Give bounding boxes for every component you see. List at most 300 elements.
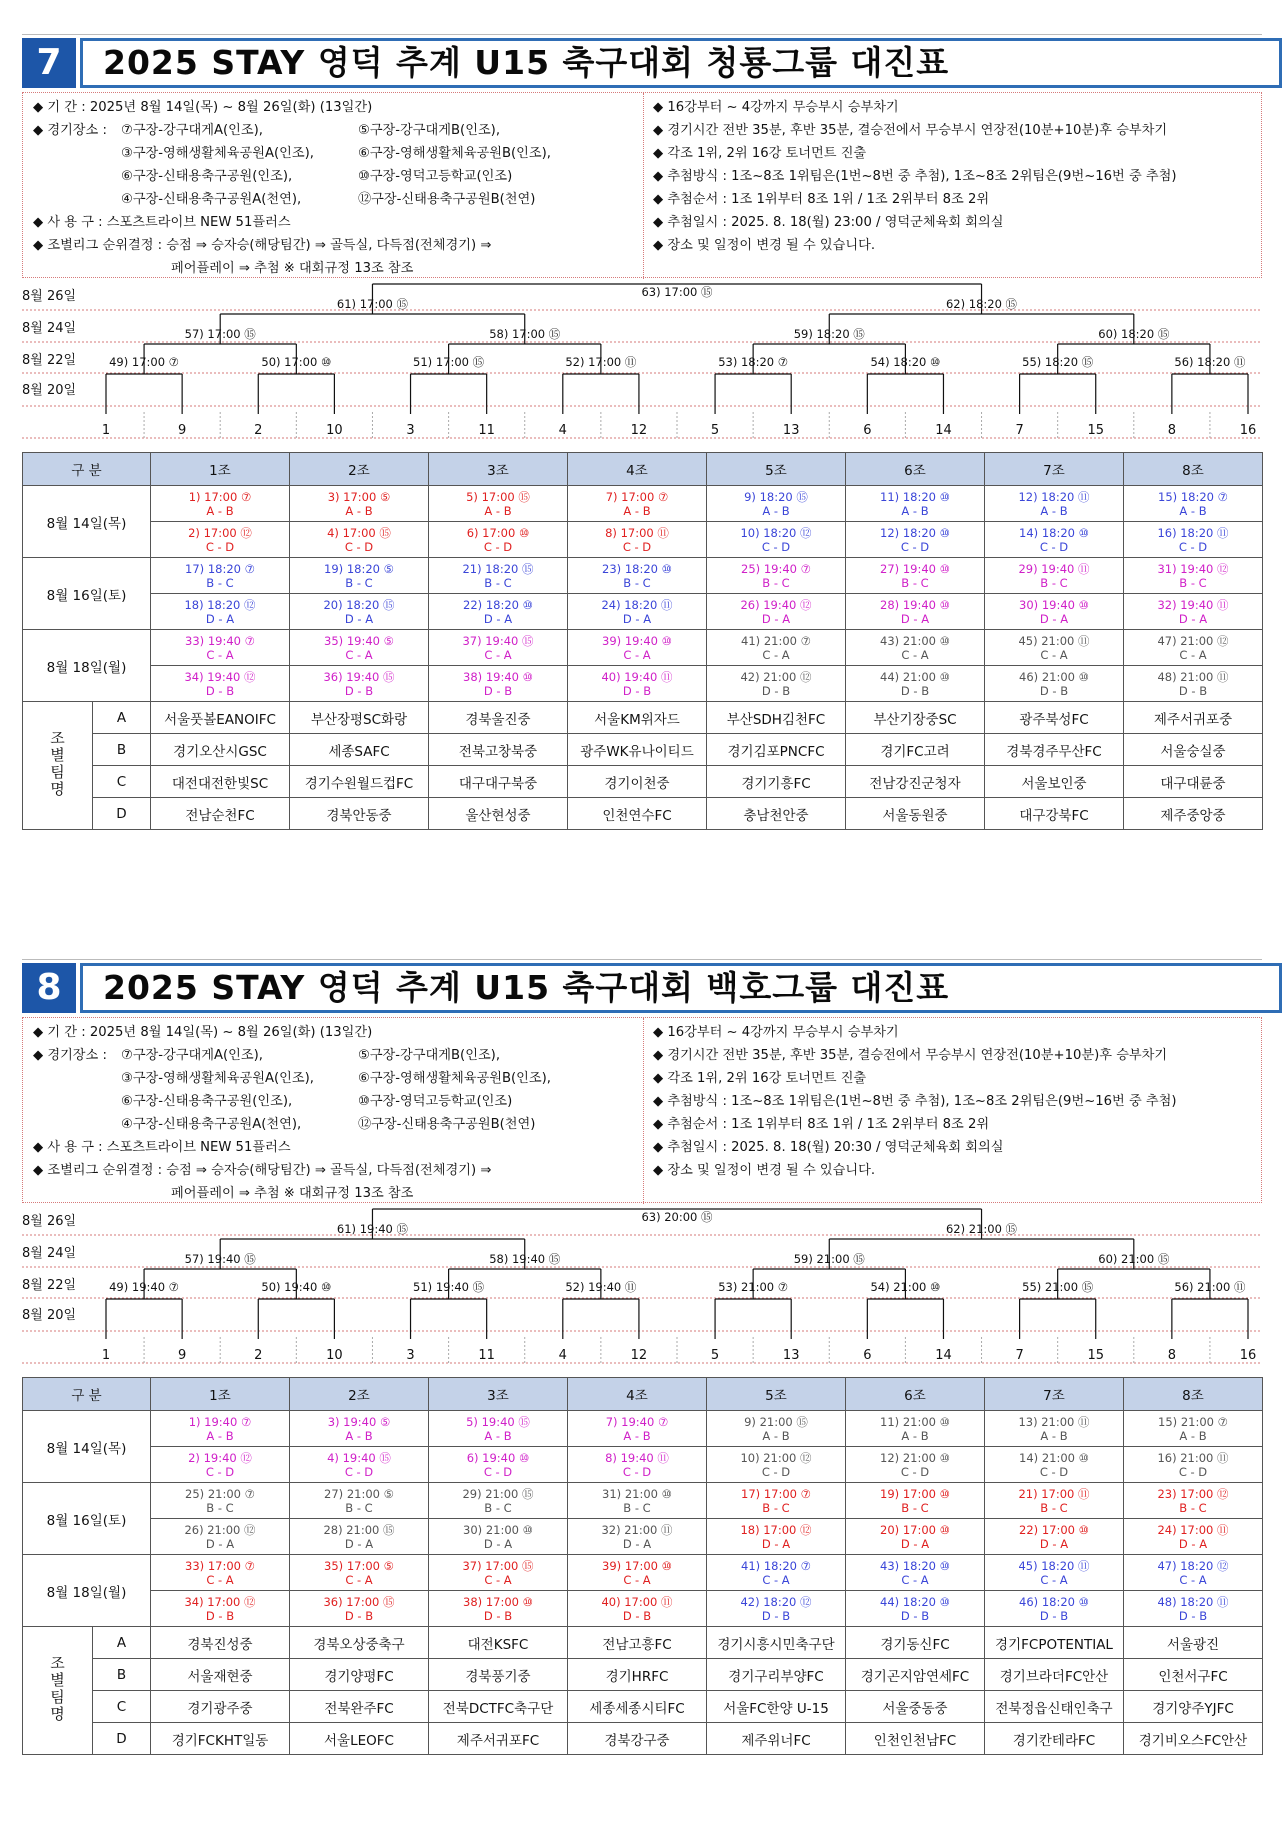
info-rule: ◆ 추첨순서 : 1조 1위부터 8조 1위 / 1조 2위부터 8조 2위 xyxy=(653,192,990,207)
team-name: 경기양평FC xyxy=(290,1659,429,1691)
info-divider xyxy=(643,1018,644,1204)
venue-item: ④구장-신태용축구공원A(천연), xyxy=(121,1117,302,1132)
team-name: 경기FC고려 xyxy=(846,734,985,766)
bracket-date-label: 8월 26일 xyxy=(22,289,77,304)
r16-match-label: 51) 19:40 ⑮ xyxy=(413,1280,485,1294)
team-name: 경기동신FC xyxy=(846,1627,985,1659)
match-cell xyxy=(151,630,290,666)
team-name: 서울동원중 xyxy=(846,798,985,830)
info-divider xyxy=(643,93,644,279)
match-cell xyxy=(151,1555,290,1591)
team-name: 경북오상중축구 xyxy=(290,1627,429,1659)
match-time: 4) 19:40 ⑮ xyxy=(327,1450,391,1465)
match-time: 20) 17:00 ⑩ xyxy=(880,1522,950,1537)
match-time: 36) 17:00 ⑮ xyxy=(323,1594,395,1609)
top-rule xyxy=(22,959,1262,960)
match-pairing: A - B xyxy=(762,1428,790,1443)
table-header-row xyxy=(23,1378,1263,1411)
match-cell xyxy=(151,486,290,522)
match-day-label: 8월 16일(토) xyxy=(23,558,151,630)
match-pairing: C - D xyxy=(1039,1464,1069,1479)
match-time: 26) 21:00 ⑫ xyxy=(184,1522,256,1537)
seed-number: 14 xyxy=(935,423,952,438)
quarterfinal-label: 58) 19:40 ⑮ xyxy=(489,1252,561,1266)
bracket-section xyxy=(0,0,1283,900)
seed-number: 5 xyxy=(710,1348,720,1363)
quarterfinal-label: 59) 21:00 ⑮ xyxy=(793,1252,865,1266)
match-time: 11) 21:00 ⑩ xyxy=(880,1414,950,1429)
bracket-date-label: 8월 24일 xyxy=(22,321,77,336)
info-right-column xyxy=(653,96,1253,257)
match-pairing: A - B xyxy=(345,503,373,518)
match-pairing: D - B xyxy=(483,683,513,698)
seed-number: 8 xyxy=(1167,423,1177,438)
match-cell xyxy=(1124,630,1263,666)
match-time: 20) 18:20 ⑮ xyxy=(323,597,395,612)
info-rule: ◆ 추첨일시 : 2025. 8. 18(월) 20:30 / 영덕군체육회 회의실 xyxy=(653,1140,1004,1155)
match-pairing: A - B xyxy=(623,503,651,518)
match-day-label: 8월 14일(목) xyxy=(23,1411,151,1483)
seed-number: 2 xyxy=(254,1348,263,1363)
seed-number: 13 xyxy=(782,1348,800,1363)
match-time: 10) 18:20 ⑫ xyxy=(740,525,812,540)
r16-match-label: 51) 17:00 ⑮ xyxy=(413,355,485,369)
match-cell xyxy=(985,630,1124,666)
match-time: 47) 21:00 ⑫ xyxy=(1157,633,1229,648)
info-rule: ◆ 추첨일시 : 2025. 8. 18(월) 23:00 / 영덕군체육회 회의실 xyxy=(653,215,1004,230)
venue-item: ④구장-신태용축구공원A(천연), xyxy=(121,192,302,207)
match-cell xyxy=(568,522,707,558)
match-time: 45) 18:20 ⑪ xyxy=(1018,1558,1090,1573)
info-rule: ◆ 추첨순서 : 1조 1위부터 8조 1위 / 1조 2위부터 8조 2위 xyxy=(653,1117,990,1132)
info-rule: ◆ 장소 및 일정이 변경 될 수 있습니다. xyxy=(653,1163,876,1178)
match-pairing: D - A xyxy=(761,1536,791,1551)
match-cell xyxy=(429,630,568,666)
seed-number: 11 xyxy=(478,1348,495,1363)
match-time: 37) 19:40 ⑮ xyxy=(462,633,534,648)
team-row xyxy=(23,798,1263,830)
venue-item: ⑥구장-영해생활체육공원B(인조), xyxy=(358,146,551,161)
match-pairing: B - C xyxy=(345,575,373,590)
venue-item: ⑤구장-강구대게B(인조), xyxy=(358,1048,501,1063)
match-cell xyxy=(707,1411,846,1447)
table-header-row xyxy=(23,453,1263,486)
match-pairing: C - A xyxy=(345,1572,373,1587)
venue-item: ⑥구장-신태용축구공원(인조), xyxy=(121,1094,293,1109)
team-name: 경기칸테라FC xyxy=(985,1723,1124,1755)
r16-match-label: 50) 17:00 ⑩ xyxy=(261,355,332,369)
match-time: 47) 18:20 ⑫ xyxy=(1157,1558,1229,1573)
match-time: 48) 18:20 ⑪ xyxy=(1157,1594,1229,1609)
match-time: 12) 18:20 ⑩ xyxy=(880,525,950,540)
match-pairing: C - D xyxy=(344,1464,374,1479)
match-time: 30) 21:00 ⑩ xyxy=(463,1522,533,1537)
match-time: 44) 18:20 ⑩ xyxy=(880,1594,950,1609)
match-pairing: C - D xyxy=(344,539,374,554)
section-title-bar xyxy=(22,963,1262,1013)
match-time: 32) 19:40 ⑪ xyxy=(1157,597,1229,612)
match-time: 24) 18:20 ⑪ xyxy=(601,597,673,612)
match-cell xyxy=(1124,486,1263,522)
match-time: 30) 19:40 ⑩ xyxy=(1019,597,1089,612)
match-cell xyxy=(846,594,985,630)
match-pairing: C - A xyxy=(206,647,234,662)
match-row xyxy=(23,1555,1263,1591)
match-cell xyxy=(151,1483,290,1519)
match-time: 12) 18:20 ⑪ xyxy=(1018,489,1090,504)
match-pairing: C - D xyxy=(483,539,513,554)
team-name: 제주서귀포중 xyxy=(1124,702,1263,734)
match-time: 46) 21:00 ⑩ xyxy=(1019,669,1089,684)
match-time: 46) 18:20 ⑩ xyxy=(1019,1594,1089,1609)
team-name: 서울LEOFC xyxy=(290,1723,429,1755)
match-pairing: D - B xyxy=(900,1608,930,1623)
team-name: 경북경주무산FC xyxy=(985,734,1124,766)
match-pairing: D - A xyxy=(900,611,930,626)
match-cell xyxy=(707,594,846,630)
match-time: 22) 18:20 ⑩ xyxy=(463,597,533,612)
match-cell xyxy=(290,1411,429,1447)
match-row xyxy=(23,558,1263,594)
team-row xyxy=(23,734,1263,766)
team-name: 경기김포PNCFC xyxy=(707,734,846,766)
team-name: 인천서구FC xyxy=(1124,1659,1263,1691)
venue-item: ⑦구장-강구대게A(인조), xyxy=(121,123,263,138)
seed-number: 16 xyxy=(1239,1348,1257,1363)
match-time: 9) 18:20 ⑮ xyxy=(744,489,808,504)
team-row xyxy=(23,1659,1263,1691)
team-name: 제주중앙중 xyxy=(1124,798,1263,830)
team-name: 경기FCKHT일동 xyxy=(151,1723,290,1755)
bracket-date-label: 8월 24일 xyxy=(22,1246,77,1261)
team-name: 인천인천남FC xyxy=(846,1723,985,1755)
match-time: 1) 19:40 ⑦ xyxy=(188,1414,252,1429)
team-name: 부산기장중SC xyxy=(846,702,985,734)
final-label: 63) 17:00 ⑮ xyxy=(641,285,713,299)
seed-number: 12 xyxy=(630,423,648,438)
team-name: 세종세종시티FC xyxy=(568,1691,707,1723)
match-pairing: D - A xyxy=(344,1536,374,1551)
match-time: 18) 17:00 ⑫ xyxy=(740,1522,812,1537)
match-time: 42) 21:00 ⑫ xyxy=(740,669,812,684)
team-name: 서울FC한양 U-15 xyxy=(707,1691,846,1723)
team-name: 서울숭실중 xyxy=(1124,734,1263,766)
match-cell xyxy=(568,1591,707,1627)
match-cell xyxy=(985,486,1124,522)
info-rule: ◆ 추첨방식 : 1조~8조 1위팀은(1번~8번 중 추첨), 1조~8조 2위팀은(9번~16번 중 추첨) xyxy=(653,1094,1177,1109)
match-time: 28) 19:40 ⑩ xyxy=(880,597,950,612)
venue-item: ⑥구장-영해생활체육공원B(인조), xyxy=(358,1071,551,1086)
match-cell xyxy=(290,630,429,666)
match-pairing: B - C xyxy=(1179,575,1207,590)
match-time: 31) 19:40 ⑫ xyxy=(1157,561,1229,576)
match-time: 33) 17:00 ⑦ xyxy=(185,1558,255,1573)
match-cell xyxy=(151,1411,290,1447)
seed-number: 9 xyxy=(177,423,187,438)
match-time: 16) 21:00 ⑪ xyxy=(1157,1450,1229,1465)
match-time: 38) 19:40 ⑩ xyxy=(463,669,533,684)
match-time: 29) 19:40 ⑪ xyxy=(1018,561,1090,576)
match-cell xyxy=(846,1447,985,1483)
match-cell xyxy=(1124,558,1263,594)
group-header: 2조 xyxy=(290,453,429,486)
team-name: 경기곤지암연세FC xyxy=(846,1659,985,1691)
match-time: 23) 17:00 ⑫ xyxy=(1157,1486,1229,1501)
team-name: 경북안동중 xyxy=(290,798,429,830)
group-header: 3조 xyxy=(429,453,568,486)
match-time: 10) 21:00 ⑫ xyxy=(740,1450,812,1465)
bracket-section xyxy=(0,925,1283,1825)
match-pairing: D - B xyxy=(205,683,235,698)
match-time: 3) 19:40 ⑤ xyxy=(327,1414,391,1429)
match-pairing: D - A xyxy=(1178,1536,1208,1551)
match-time: 2) 17:00 ⑫ xyxy=(188,525,252,540)
team-name: 경기오산시GSC xyxy=(151,734,290,766)
group-header: 7조 xyxy=(985,1378,1124,1411)
match-pairing: D - A xyxy=(1039,1536,1069,1551)
team-name: 경기이천중 xyxy=(568,766,707,798)
match-cell xyxy=(1124,1411,1263,1447)
match-time: 43) 21:00 ⑩ xyxy=(880,633,950,648)
knockout-bracket xyxy=(22,282,1262,446)
match-pairing: C - A xyxy=(901,1572,929,1587)
match-cell xyxy=(429,594,568,630)
venue-item: ⑩구장-영덕고등학교(인조) xyxy=(358,169,513,184)
match-time: 4) 17:00 ⑮ xyxy=(327,525,391,540)
seed-number: 3 xyxy=(406,423,415,438)
quarterfinal-label: 57) 17:00 ⑮ xyxy=(184,327,256,341)
match-pairing: C - D xyxy=(622,1464,652,1479)
match-pairing: C - A xyxy=(901,647,929,662)
team-slot-key: A xyxy=(93,1627,151,1659)
match-time: 35) 17:00 ⑤ xyxy=(324,1558,394,1573)
seed-number: 4 xyxy=(558,423,567,438)
match-time: 13) 21:00 ⑪ xyxy=(1018,1414,1090,1429)
match-cell xyxy=(290,594,429,630)
match-pairing: B - C xyxy=(762,575,790,590)
match-pairing: B - C xyxy=(1040,1500,1068,1515)
venue-label: ◆ 경기장소 : xyxy=(33,1048,107,1063)
match-pairing: A - B xyxy=(345,1428,373,1443)
match-time: 9) 21:00 ⑮ xyxy=(744,1414,808,1429)
team-row xyxy=(23,1723,1263,1755)
match-cell xyxy=(429,558,568,594)
venue-item: ⑫구장-신태용축구공원B(천연) xyxy=(358,1117,536,1132)
match-cell xyxy=(290,1555,429,1591)
match-cell xyxy=(290,1483,429,1519)
match-cell xyxy=(985,1555,1124,1591)
match-time: 32) 21:00 ⑪ xyxy=(601,1522,673,1537)
match-cell xyxy=(290,666,429,702)
match-row xyxy=(23,1411,1263,1447)
match-pairing: A - B xyxy=(1179,1428,1207,1443)
match-pairing: A - B xyxy=(623,1428,651,1443)
quarterfinal-label: 60) 18:20 ⑮ xyxy=(1098,327,1170,341)
match-cell xyxy=(985,558,1124,594)
match-cell xyxy=(568,666,707,702)
match-cell xyxy=(290,1591,429,1627)
match-cell xyxy=(707,558,846,594)
quarterfinal-label: 60) 21:00 ⑮ xyxy=(1098,1252,1170,1266)
match-cell xyxy=(1124,1483,1263,1519)
match-cell xyxy=(985,594,1124,630)
match-cell xyxy=(151,1591,290,1627)
match-cell xyxy=(1124,1555,1263,1591)
seed-number: 10 xyxy=(326,1348,343,1363)
match-cell xyxy=(707,666,846,702)
match-time: 40) 19:40 ⑪ xyxy=(601,669,673,684)
match-pairing: D - B xyxy=(622,1608,652,1623)
team-name: 서울KM위자드 xyxy=(568,702,707,734)
match-pairing: C - A xyxy=(762,647,790,662)
team-name: 경북진성중 xyxy=(151,1627,290,1659)
match-pairing: A - B xyxy=(1179,503,1207,518)
r16-match-label: 54) 18:20 ⑩ xyxy=(870,355,941,369)
match-cell xyxy=(568,594,707,630)
match-pairing: B - C xyxy=(206,575,234,590)
seed-number: 5 xyxy=(710,423,720,438)
match-time: 33) 19:40 ⑦ xyxy=(185,633,255,648)
match-time: 27) 21:00 ⑤ xyxy=(324,1486,394,1501)
info-left-column xyxy=(33,96,643,280)
match-cell xyxy=(290,558,429,594)
match-pairing: B - C xyxy=(345,1500,373,1515)
group-header: 7조 xyxy=(985,453,1124,486)
venue-item: ⑥구장-신태용축구공원(인조), xyxy=(121,169,293,184)
team-name: 경기시흥시민축구단 xyxy=(707,1627,846,1659)
info-ranking: ◆ 조별리그 순위결정 : 승점 ⇒ 승자승(해당팀간) ⇒ 골득실, 다득점(전체경기) ⇒ xyxy=(33,238,492,253)
match-time: 14) 21:00 ⑩ xyxy=(1019,1450,1089,1465)
match-cell xyxy=(1124,1591,1263,1627)
match-pairing: D - B xyxy=(900,683,930,698)
r16-match-label: 54) 21:00 ⑩ xyxy=(870,1280,941,1294)
match-row xyxy=(23,594,1263,630)
bracket-date-label: 8월 26일 xyxy=(22,1214,77,1229)
team-slot-key: C xyxy=(93,766,151,798)
info-period: ◆ 기 간 : 2025년 8월 14일(목) ~ 8월 26일(화) (13일간) xyxy=(33,100,373,115)
match-pairing: C - A xyxy=(1040,647,1068,662)
seed-number: 1 xyxy=(101,1348,111,1363)
match-time: 19) 18:20 ⑤ xyxy=(324,561,394,576)
top-rule xyxy=(22,34,1262,35)
bracket-date-label: 8월 20일 xyxy=(22,383,77,398)
venue-list xyxy=(33,119,643,211)
match-pairing: C - A xyxy=(1179,647,1207,662)
match-time: 43) 18:20 ⑩ xyxy=(880,1558,950,1573)
match-pairing: C - D xyxy=(483,1464,513,1479)
match-pairing: B - C xyxy=(1179,1500,1207,1515)
match-time: 24) 17:00 ⑪ xyxy=(1157,1522,1229,1537)
match-cell xyxy=(707,1591,846,1627)
team-slot-key: B xyxy=(93,1659,151,1691)
match-cell xyxy=(568,1411,707,1447)
match-pairing: C - D xyxy=(1178,539,1208,554)
match-cell xyxy=(429,666,568,702)
match-pairing: D - A xyxy=(1039,611,1069,626)
match-pairing: B - C xyxy=(901,575,929,590)
team-name: 인천연수FC xyxy=(568,798,707,830)
group-header: 6조 xyxy=(846,1378,985,1411)
seed-number: 13 xyxy=(782,423,800,438)
team-section-label xyxy=(23,1627,93,1755)
match-cell xyxy=(568,1555,707,1591)
match-pairing: C - D xyxy=(205,1464,235,1479)
match-pairing: C - A xyxy=(762,1572,790,1587)
match-time: 26) 19:40 ⑫ xyxy=(740,597,812,612)
venue-item: ⑩구장-영덕고등학교(인조) xyxy=(358,1094,513,1109)
section-title: 2025 STAY 영덕 추계 U15 축구대회 청룡그룹 대진표 xyxy=(80,38,1282,88)
match-time: 27) 19:40 ⑩ xyxy=(880,561,950,576)
r16-match-label: 49) 19:40 ⑦ xyxy=(109,1280,180,1294)
match-cell xyxy=(429,1555,568,1591)
match-cell xyxy=(846,558,985,594)
team-name: 광주북성FC xyxy=(985,702,1124,734)
seed-number: 7 xyxy=(1015,1348,1024,1363)
semifinal-label: 62) 21:00 ⑮ xyxy=(945,1222,1018,1236)
match-cell xyxy=(1124,1447,1263,1483)
match-pairing: A - B xyxy=(901,503,929,518)
team-slot-key: D xyxy=(93,798,151,830)
match-pairing: C - D xyxy=(761,1464,791,1479)
group-header: 4조 xyxy=(568,453,707,486)
seed-number: 3 xyxy=(406,1348,415,1363)
match-cell xyxy=(985,1447,1124,1483)
r16-match-label: 52) 17:00 ⑪ xyxy=(565,355,637,369)
quarterfinal-label: 59) 18:20 ⑮ xyxy=(793,327,865,341)
info-right-column xyxy=(653,1021,1253,1182)
match-cell xyxy=(1124,594,1263,630)
match-time: 12) 21:00 ⑩ xyxy=(880,1450,950,1465)
r16-match-label: 55) 21:00 ⑮ xyxy=(1022,1280,1094,1294)
match-pairing: D - B xyxy=(761,1608,791,1623)
semifinal-label: 62) 18:20 ⑮ xyxy=(945,297,1018,311)
knockout-bracket xyxy=(22,1207,1262,1371)
seed-number: 15 xyxy=(1087,423,1105,438)
team-name: 경기브라더FC안산 xyxy=(985,1659,1124,1691)
match-cell xyxy=(846,1519,985,1555)
team-name: 부산SDH김천FC xyxy=(707,702,846,734)
bracket-date-label: 8월 22일 xyxy=(22,353,77,368)
team-name: 울산현성중 xyxy=(429,798,568,830)
match-time: 38) 17:00 ⑩ xyxy=(463,1594,533,1609)
match-cell xyxy=(707,1519,846,1555)
r16-match-label: 49) 17:00 ⑦ xyxy=(109,355,180,369)
team-row xyxy=(23,766,1263,798)
match-time: 21) 18:20 ⑮ xyxy=(462,561,534,576)
group-header: 2조 xyxy=(290,1378,429,1411)
match-cell xyxy=(151,1447,290,1483)
match-cell xyxy=(1124,666,1263,702)
group-header: 5조 xyxy=(707,453,846,486)
match-cell xyxy=(846,1411,985,1447)
match-time: 6) 17:00 ⑩ xyxy=(466,525,530,540)
venue-item: ⑫구장-신태용축구공원B(천연) xyxy=(358,192,536,207)
match-time: 41) 18:20 ⑦ xyxy=(741,1558,811,1573)
bracket-diagram xyxy=(22,282,1262,446)
seed-number: 6 xyxy=(863,423,872,438)
match-cell xyxy=(429,1483,568,1519)
match-pairing: C - A xyxy=(484,1572,512,1587)
team-name: 서울풋볼EANOIFC xyxy=(151,702,290,734)
team-name: 대구강북FC xyxy=(985,798,1124,830)
match-time: 21) 17:00 ⑪ xyxy=(1018,1486,1090,1501)
match-day-label: 8월 18일(월) xyxy=(23,630,151,702)
match-time: 34) 19:40 ⑫ xyxy=(184,669,256,684)
match-cell xyxy=(707,522,846,558)
info-left-column xyxy=(33,1021,643,1205)
team-name: 전북완주FC xyxy=(290,1691,429,1723)
team-name: 경기FCPOTENTIAL xyxy=(985,1627,1124,1659)
